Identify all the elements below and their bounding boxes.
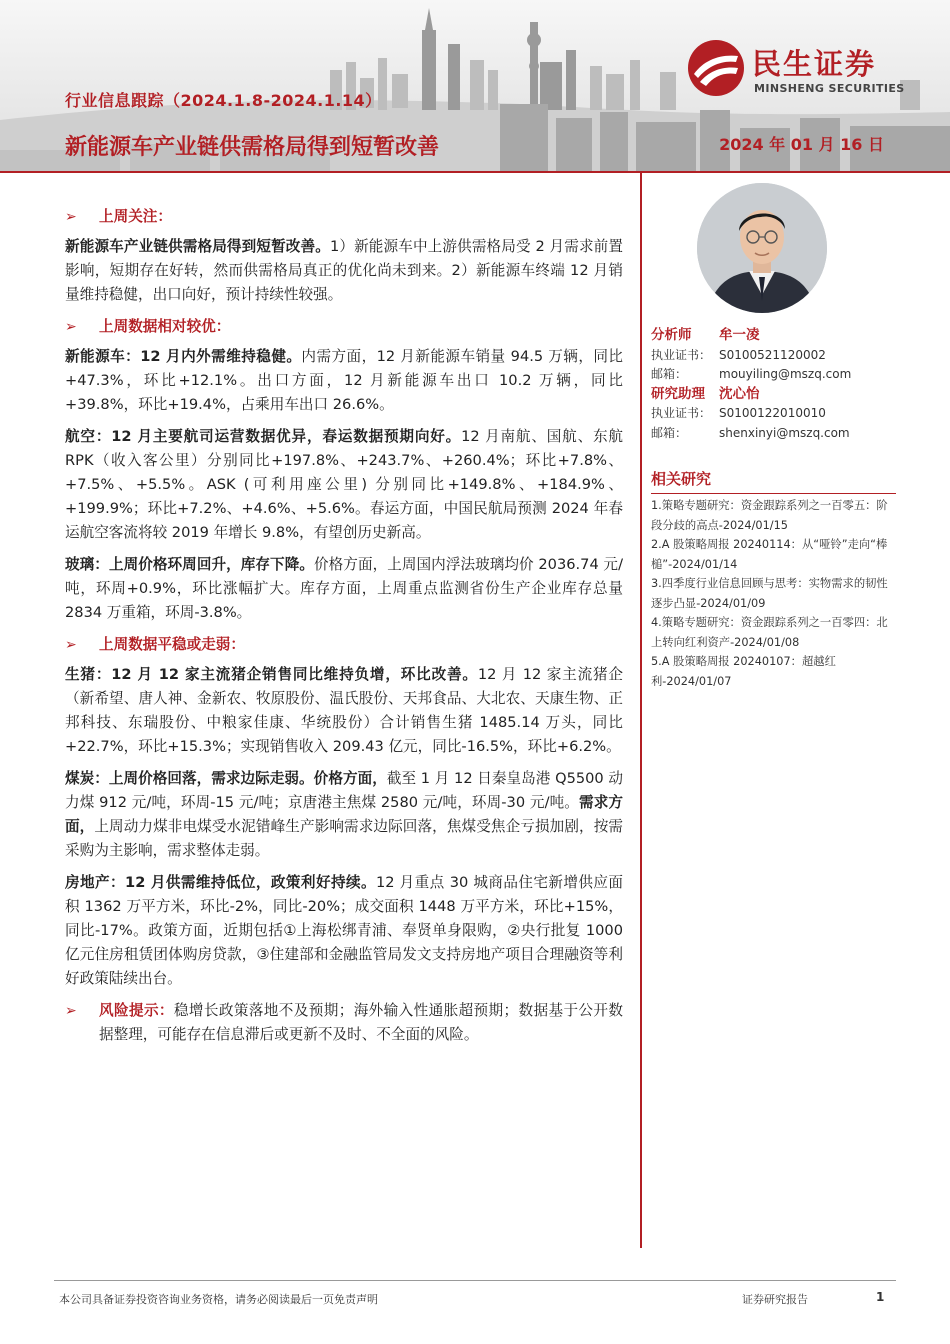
paragraph [65,663,623,759]
risk-paragraph [99,999,623,1047]
paragraph [65,235,623,307]
paragraph-lead: 需求方面， [65,794,623,835]
related-research-heading: 相关研究 [651,468,896,494]
analyst-email-row [651,424,901,444]
analyst-role: 分析师 [651,327,692,343]
footer-doc-type: 证券研究报告 [742,1293,808,1306]
email-address[interactable]: mouyiling@mszq.com [719,367,852,381]
arrow-bullet-icon: ➢ [65,637,77,653]
email-label: 邮箱： [651,367,688,381]
logo-text-cn: 民生证券 [752,47,877,81]
related-research-item[interactable]: 5.A 股策略周报 20240107：超越红利-2024/01/07 [651,655,836,688]
section-heading-text: 上周数据平稳或走弱： [99,636,245,653]
paragraph-text: 截至 1 月 12 日秦皇岛港 Q5500 动力煤 912 元/吨，环周-15 元/吨；京唐港主焦煤 2580 元/吨，环周-30 元/吨。 [65,770,623,811]
analyst-role: 研究助理 [651,385,705,402]
column-divider [640,172,642,1248]
risk-notice [65,999,623,1047]
related-research-item[interactable]: 1.策略专题研究：资金跟踪系列之一百零五：阶段分歧的高点-2024/01/15 [651,499,888,532]
related-research-list [651,496,896,691]
minsheng-logo-icon [686,38,746,98]
paragraph-lead: 玻璃：上周价格环周回升，库存下降。 [65,556,314,573]
footer-disclaimer: 本公司具备证券投资咨询业务资格，请务必阅读最后一页免责声明 [59,1293,378,1306]
paragraph-lead: 煤炭：上周价格回落，需求边际走弱。价格方面， [65,770,387,787]
analyst-cert-row [651,404,901,424]
arrow-bullet-icon: ➢ [65,1003,77,1019]
analyst-portrait-image [697,183,827,313]
analyst-name: 沈心怡 [719,385,760,402]
paragraph [65,553,623,625]
minsheng-logo [686,38,926,98]
section-heading [65,315,623,339]
risk-lead: 风险提示： [99,1002,174,1019]
section-heading [65,633,623,657]
header-banner [0,0,950,172]
footer-divider [54,1280,896,1281]
paragraph [65,345,623,417]
paragraph-lead: 新能源车产业链供需格局得到短暂改善。 [65,238,330,255]
analyst-name: 牟一凌 [719,327,760,343]
report-type-label: 行业信息跟踪（2024.1.8-2024.1.14） [65,91,382,110]
email-label: 邮箱： [651,425,688,440]
analyst-info [651,326,901,443]
page-number: 1 [876,1290,885,1304]
email-address[interactable]: shenxinyi@mszq.com [719,425,850,440]
arrow-bullet-icon: ➢ [65,209,77,225]
report-date: 2024 年 01 月 16 日 [719,135,884,154]
analyst-email-row [651,365,901,385]
related-research-item[interactable]: 2.A 股策略周报 20240114：从“哑铃”走向“棒槌”-2024/01/14 [651,538,888,571]
analyst-name-row [651,385,901,405]
analyst-cert-row [651,346,901,366]
paragraph [65,425,623,545]
section-heading-text: 上周数据相对较优： [99,318,231,335]
paragraph [65,767,623,863]
paragraph-text: 上周动力煤非电煤受水泥错峰生产影响需求边际回落，焦煤受焦企亏损加剧，按需采购为主影响，需求整体走弱。 [65,818,623,859]
paragraph-text: 12 月 12 家主流猪企（新希望、唐人神、金新农、牧原股份、温氏股份、天邦食品、大北农、天康生物、正邦科技、东瑞股份、中粮家佳康、华统股份）合计销售生猪 1485.14 万头，同比+22.7%，环比+15.3%；实现销售收入 209.43 亿元，同比-16.5%，环比+6.2%。 [65,666,623,755]
report-title: 新能源车产业链供需格局得到短暂改善 [65,135,440,160]
related-research-item[interactable]: 3.四季度行业信息回顾与思考：实物需求的韧性逐步凸显-2024/01/09 [651,577,888,610]
cert-number: S0100122010010 [719,406,826,420]
paragraph-text: 内需方面，12 月新能源车销量 94.5 万辆，同比+47.3%，环比+12.1%。出口方面，12 月新能源车出口 10.2 万辆，同比+39.8%，环比+19.4%，占乘用车出口 26.6%。 [65,348,623,413]
section-heading-text: 上周关注： [99,208,172,225]
paragraph-lead: 生猪：12 月 12 家主流猪企销售同比维持负增，环比改善。 [65,666,478,683]
banner-divider [0,171,950,173]
arrow-bullet-icon: ➢ [65,319,77,335]
paragraph [65,871,623,991]
cert-number: S0100521120002 [719,347,826,362]
paragraph-lead: 新能源车：12 月内外需维持稳健。 [65,348,302,365]
related-research-item[interactable]: 4.策略专题研究：资金跟踪系列之一百零四：北上转向红利资产-2024/01/08 [651,616,888,649]
paragraph-lead: 航空：12 月主要航司运营数据优异，春运数据预期向好。 [65,428,462,445]
paragraph-text: 价格方面，上周国内浮法玻璃均价 2036.74 元/吨，环周+0.9%，环比涨幅扩大。库存方面，上周重点监测省份生产企业库存总量 2834 万重箱，环周-3.8%。 [65,556,623,621]
analyst-avatar [697,183,827,313]
section-heading [65,205,623,229]
analyst-name-row [651,326,901,346]
logo-text-en: MINSHENG SECURITIES [754,82,905,95]
risk-text: 稳增长政策落地不及预期；海外输入性通胀超预期；数据基于公开数据整理，可能存在信息滞后或更新不及时、不全面的风险。 [99,1002,623,1043]
paragraph-text: 1）新能源车中上游供需格局受 2 月需求前置影响，短期存在好转，然而供需格局真正的优化尚未到来。2）新能源车终端 12 月销量维持稳健，出口向好，预计持续性较强。 [65,238,623,303]
main-content [65,205,623,1047]
paragraph-text: 12 月南航、国航、东航 RPK（收入客公里）分别同比+197.8%、+243.7%、+260.4%；环比+7.8%、+7.5%、+5.5%。ASK (可利用座公里) 分别同比+149.8%、+184.9%、+199.9%；环比+7.2%、+4.6%、+5.6%。春运方面，中国民航局预测 2024 年春运航空客流将较 2019 年增长 9.8%，有望创历史新高。 [65,428,623,541]
paragraph-text: 12 月重点 30 城商品住宅新增供应面积 1362 万平方米，环比-2%，同比-20%；成交面积 1448 万平方米，环比+15%，同比-17%。政策方面，近期包括①上海松绑青浦、奉贤单身限购，②央行批复 1000 亿元住房租赁团体购房贷款，③住建部和金融监管局发文支持房地产项目合理融资等利好政策陆续出台。 [65,874,623,987]
cert-label: 执业证书： [651,347,712,362]
paragraph-lead: 房地产：12 月供需维持低位，政策利好持续。 [65,874,376,891]
cert-label: 执业证书： [651,406,712,420]
